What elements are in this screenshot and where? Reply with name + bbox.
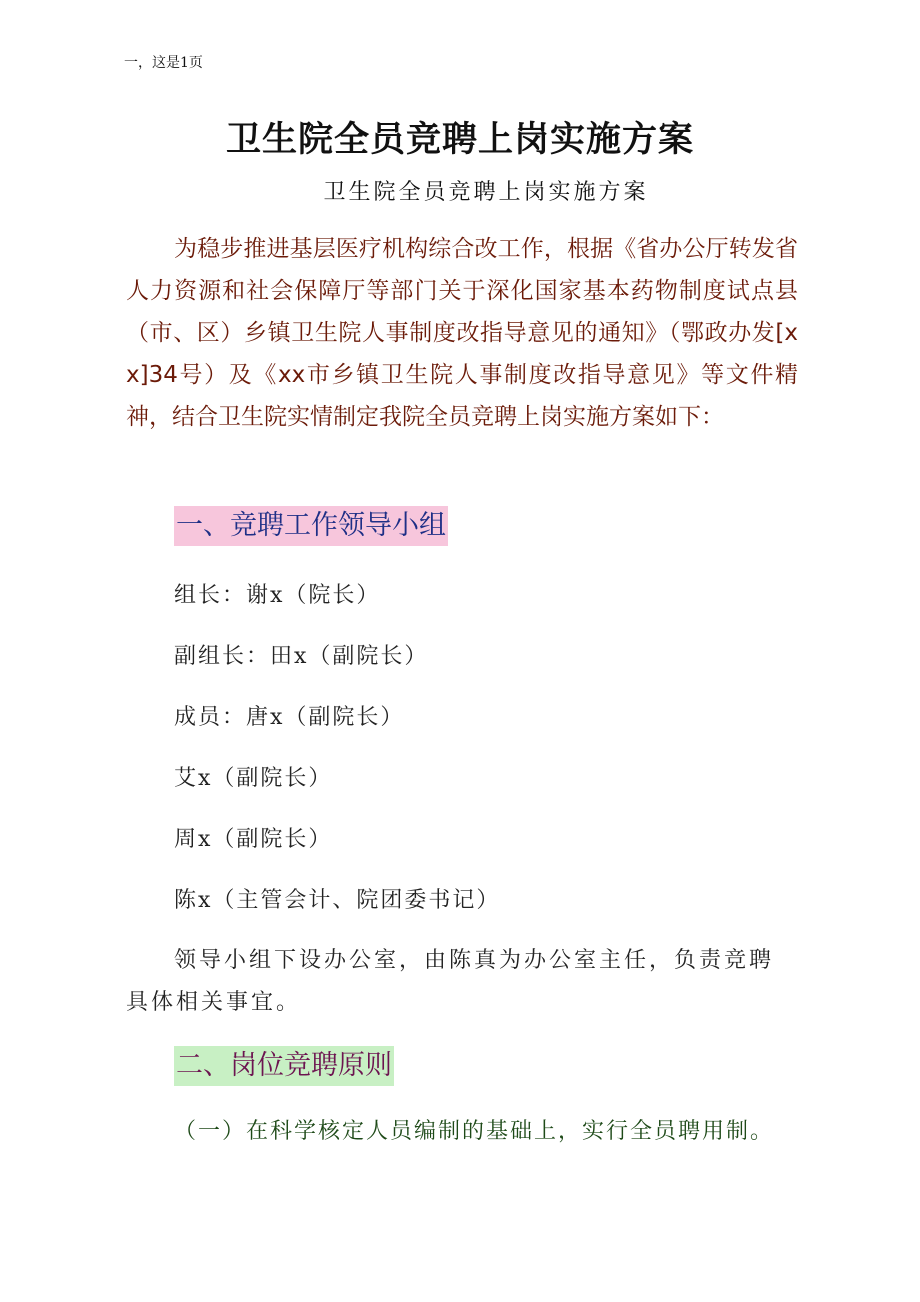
member-line-leader: 组长：谢x（院长） (174, 583, 381, 608)
principle-item: （一）在科学核定人员编制的基础上，实行全员聘用制。 (174, 1119, 775, 1144)
section-heading-leadership-group: 一、竞聘工作领导小组 (174, 506, 448, 546)
member-line-member: 成员：唐x（副院长） (174, 705, 405, 730)
section-heading-principles: 二、岗位竞聘原则 (174, 1046, 394, 1086)
intro-paragraph: 为稳步推进基层医疗机构综合改工作，根据《省办公厅转发省人力资源和社会保障厅等部门关于深化国家基本药物制度试点县（市、区）乡镇卫生院人事制度改指导意见的通知》（鄂政办发[xx]34号）及《xx市乡镇卫生院人事制度改指导意见》等文件精神，结合卫生院实情制定我院全员竞聘上岗实施方案如下： (126, 236, 798, 430)
member-line-member: 陈x（主管会计、院团委书记） (174, 888, 501, 913)
document-title: 卫生院全员竞聘上岗实施方案 (225, 120, 694, 160)
office-note-paragraph: 领导小组下设办公室，由陈真为办公室主任，负责竞聘具体相关事宜。 (126, 948, 775, 1015)
page-header-label: 一，这是1页 (124, 55, 203, 71)
member-line-member: 艾x（副院长） (174, 766, 333, 791)
document-subtitle: 卫生院全员竞聘上岗实施方案 (323, 180, 649, 205)
member-line-member: 周x（副院长） (174, 827, 333, 852)
member-line-deputy-leader: 副组长：田x（副院长） (174, 644, 429, 669)
